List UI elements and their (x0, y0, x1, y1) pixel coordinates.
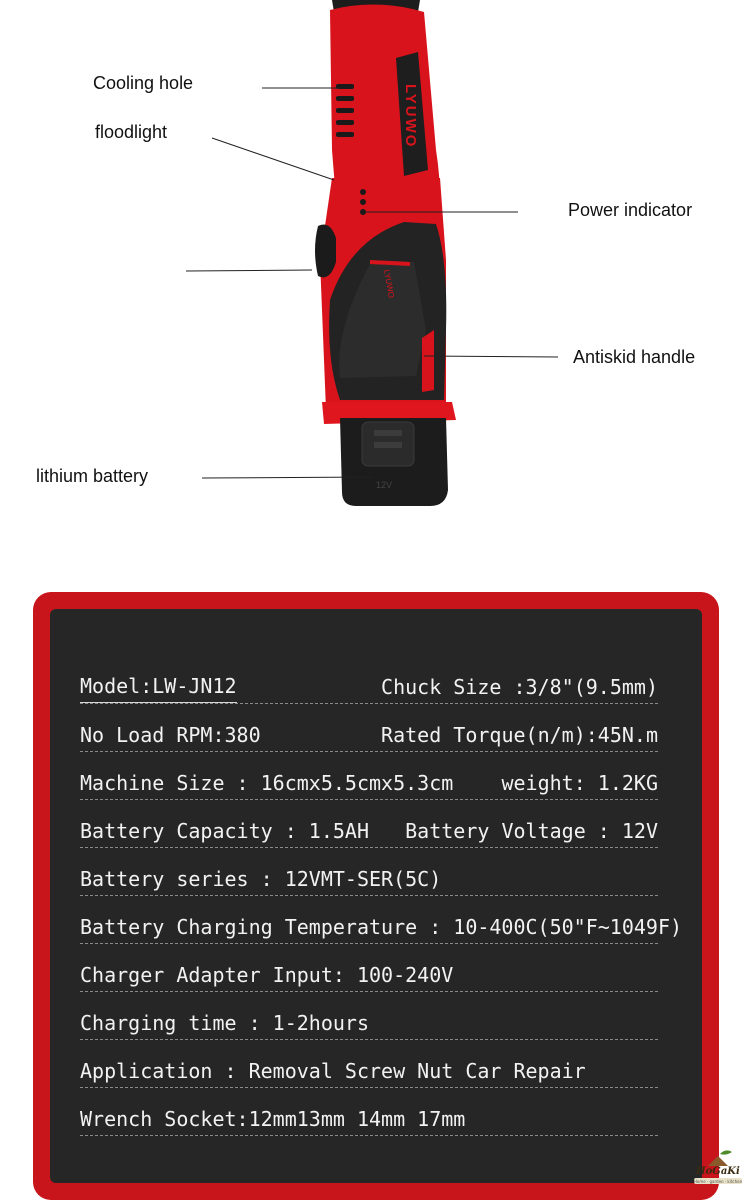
spec-left: Application : Removal Screw Nut Car Repair (80, 1059, 586, 1083)
spec-left: No Load RPM:380 (80, 723, 261, 747)
spec-left: Model:LW-JN12 (80, 674, 237, 703)
spec-left: Wrench Socket:12mm13mm 14mm 17mm (80, 1107, 466, 1131)
specs-panel (33, 592, 719, 1200)
spec-row (80, 765, 658, 800)
spec-right: Chuck Size :3/8"(9.5mm) (381, 675, 658, 699)
callout-lithium-battery: lithium battery (36, 466, 149, 486)
callout-cooling-hole: Cooling hole (93, 73, 194, 93)
spec-row (80, 1005, 658, 1040)
specs-board (50, 609, 702, 1183)
spec-right: Battery Voltage : 12V (405, 819, 658, 843)
spec-left: Machine Size : 16cmx5.5cmx5.3cm (80, 771, 454, 795)
logo-tagline: Home · garden · kitchen (693, 1179, 743, 1184)
spec-left: Charger Adapter Input: 100-240V (80, 963, 454, 987)
spec-left: Battery Capacity : 1.5AH (80, 819, 369, 843)
callout-antiskid-handle: Antiskid handle (573, 347, 696, 367)
spec-right: Rated Torque(n/m):45N.m (381, 723, 658, 747)
svg-text:LYUWO: LYUWO (382, 268, 396, 299)
spec-row (80, 1053, 658, 1088)
product-diagram (0, 0, 750, 560)
spec-row (80, 717, 658, 752)
spec-row (80, 861, 658, 896)
spec-row (80, 957, 658, 992)
spec-right: weight: 1.2KG (501, 771, 658, 795)
callout-power-indicator: Power indicator (568, 200, 693, 220)
spec-row (80, 1101, 658, 1136)
spec-left: Battery series : 12VMT-SER(5C) (80, 867, 442, 891)
spec-left: Battery Charging Temperature : 10-400C(50"F~1049F) (80, 915, 683, 939)
battery-label: 12V (376, 480, 393, 490)
spec-row (80, 909, 683, 944)
brand-watermark-logo (690, 1148, 746, 1192)
brand-logo: LYUWO (402, 84, 419, 149)
spec-left: Charging time : 1-2hours (80, 1011, 369, 1035)
spec-row (80, 813, 658, 848)
logo-name: HoGaKi (696, 1166, 740, 1177)
spec-row (80, 669, 658, 704)
callout-floodlight: floodlight (95, 122, 168, 142)
